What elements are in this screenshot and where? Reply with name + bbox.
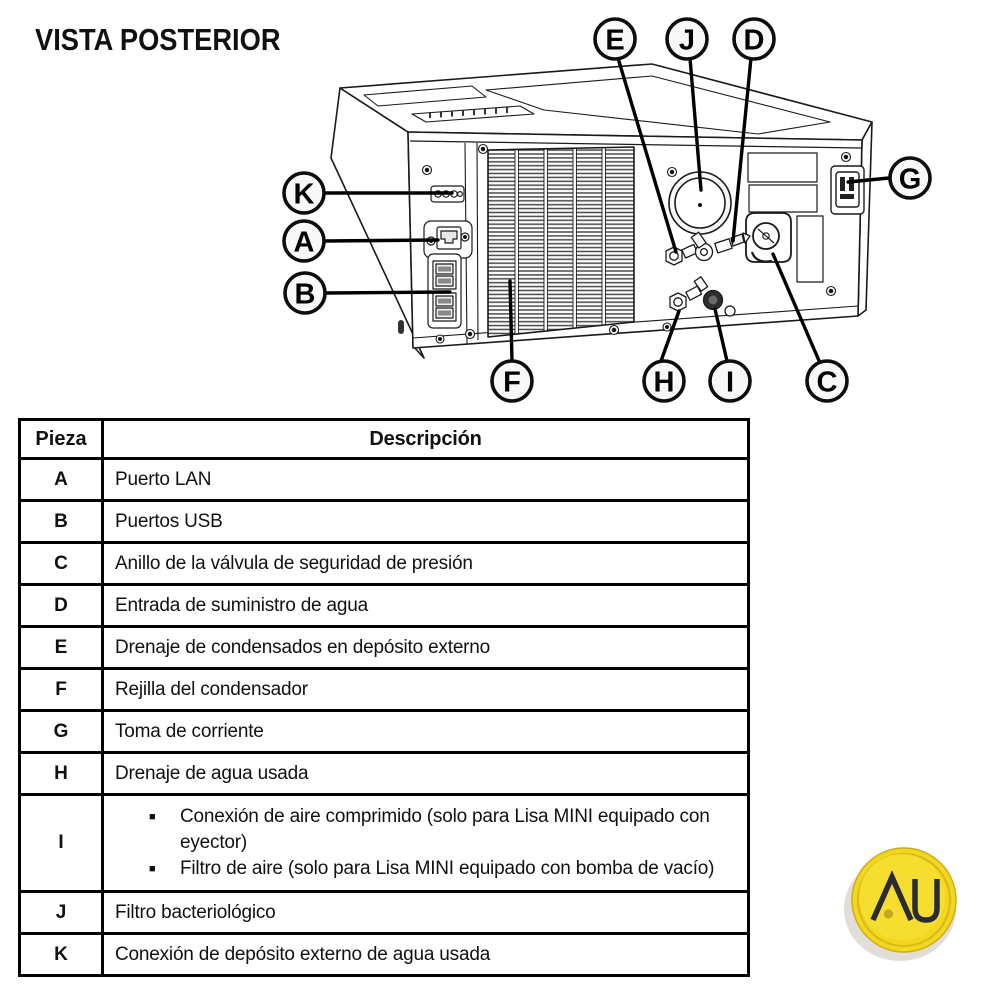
svg-text:K: K bbox=[293, 178, 315, 211]
callout-J bbox=[667, 19, 707, 59]
callout-E bbox=[595, 19, 635, 59]
au-logo bbox=[838, 836, 978, 976]
part-description: Drenaje de agua usada bbox=[103, 753, 749, 795]
table-row-b bbox=[20, 501, 749, 543]
callout-F bbox=[492, 361, 532, 401]
callout-C bbox=[807, 361, 847, 401]
callout-A bbox=[284, 221, 324, 261]
part-letter: H bbox=[20, 753, 103, 795]
svg-text:H: H bbox=[653, 366, 675, 399]
table-row-g bbox=[20, 711, 749, 753]
rear-view-diagram bbox=[0, 0, 1000, 416]
svg-text:E: E bbox=[605, 24, 625, 57]
part-description: Filtro bacteriológico bbox=[103, 892, 749, 934]
table-row-j bbox=[20, 892, 749, 934]
part-description: Drenaje de condensados en depósito externo bbox=[103, 627, 749, 669]
part-description: Anillo de la válvula de seguridad de presión bbox=[103, 543, 749, 585]
table-row-c bbox=[20, 543, 749, 585]
power-inlet bbox=[831, 166, 864, 214]
part-letter: J bbox=[20, 892, 103, 934]
header-part: Pieza bbox=[20, 420, 103, 459]
part-letter: I bbox=[20, 795, 103, 892]
machine-foot bbox=[398, 320, 404, 334]
table-row-h bbox=[20, 753, 749, 795]
callout-B bbox=[285, 273, 325, 313]
part-description: Rejilla del condensador bbox=[103, 669, 749, 711]
part-letter: A bbox=[20, 459, 103, 501]
part-description: Entrada de suministro de agua bbox=[103, 585, 749, 627]
svg-text:G: G bbox=[898, 163, 922, 196]
table-row-f bbox=[20, 669, 749, 711]
svg-text:F: F bbox=[503, 366, 521, 399]
table-header-row bbox=[20, 420, 749, 459]
callout-H bbox=[644, 361, 684, 401]
callout-D bbox=[734, 19, 774, 59]
part-description: Puerto LAN bbox=[103, 459, 749, 501]
part-description bbox=[103, 795, 749, 892]
part-description: Puertos USB bbox=[103, 501, 749, 543]
part-letter: D bbox=[20, 585, 103, 627]
part-letter: E bbox=[20, 627, 103, 669]
table-row-d bbox=[20, 585, 749, 627]
part-letter: B bbox=[20, 501, 103, 543]
header-description: Descripción bbox=[103, 420, 749, 459]
callout-I bbox=[710, 361, 750, 401]
part-description: Conexión de depósito externo de agua usada bbox=[103, 934, 749, 976]
part-description: Toma de corriente bbox=[103, 711, 749, 753]
table-row-a bbox=[20, 459, 749, 501]
svg-text:C: C bbox=[816, 366, 838, 399]
list-item: ■ Conexión de aire comprimido (solo para Lisa MINI equipado con eyector) bbox=[149, 804, 741, 856]
svg-text:I: I bbox=[725, 366, 735, 399]
part-description-list bbox=[115, 804, 741, 882]
part-letter: C bbox=[20, 543, 103, 585]
svg-text:B: B bbox=[294, 278, 316, 311]
table-row-i bbox=[20, 795, 749, 892]
list-item: ■ Filtro de aire (solo para Lisa MINI equipado con bomba de vacío) bbox=[149, 856, 741, 882]
machine-drawing bbox=[331, 64, 872, 358]
part-letter: K bbox=[20, 934, 103, 976]
table-row-k bbox=[20, 934, 749, 976]
svg-text:A: A bbox=[293, 226, 315, 259]
parts-table bbox=[18, 418, 750, 977]
table-row-e bbox=[20, 627, 749, 669]
part-letter: F bbox=[20, 669, 103, 711]
part-letter: G bbox=[20, 711, 103, 753]
callout-G bbox=[890, 158, 930, 198]
machine-back-panel bbox=[408, 132, 862, 348]
svg-text:J: J bbox=[678, 24, 696, 57]
callout-K bbox=[284, 173, 324, 213]
page-title: VISTA POSTERIOR bbox=[35, 22, 281, 57]
svg-text:D: D bbox=[743, 24, 765, 57]
